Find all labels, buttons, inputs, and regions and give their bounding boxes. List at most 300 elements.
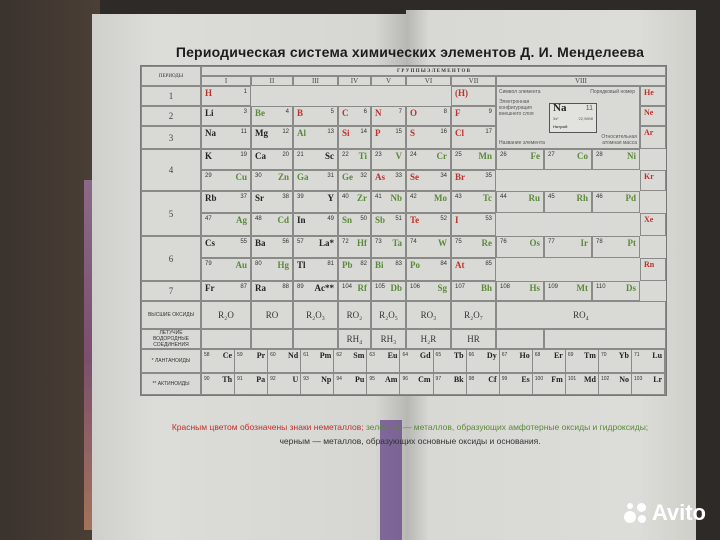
element-cell bbox=[467, 350, 500, 372]
atomic-number: 8 bbox=[443, 109, 447, 115]
element-cell bbox=[293, 126, 338, 149]
element-symbol: Mo bbox=[434, 193, 447, 203]
atomic-number: 24 bbox=[410, 152, 417, 158]
atomic-number: 64 bbox=[402, 352, 409, 358]
atomic-number: 100 bbox=[534, 376, 544, 382]
oxide-formula: R₂O₅ bbox=[371, 301, 406, 329]
period-label: 2 bbox=[141, 106, 201, 126]
element-symbol: Tc bbox=[482, 193, 492, 203]
element-cell bbox=[367, 350, 400, 372]
element-cell bbox=[496, 236, 544, 258]
element-symbol: Rf bbox=[357, 283, 367, 293]
atomic-number: 13 bbox=[327, 129, 334, 135]
atomic-number: 71 bbox=[634, 352, 640, 358]
key-name: Натрий bbox=[553, 124, 568, 129]
element-cell bbox=[371, 281, 406, 301]
element-cell bbox=[566, 350, 599, 372]
period-label: 6 bbox=[141, 236, 201, 281]
atomic-number: 61 bbox=[303, 352, 309, 358]
element-symbol: Cr bbox=[436, 151, 447, 161]
element-symbol: He bbox=[644, 88, 654, 97]
atomic-number: 109 bbox=[548, 284, 559, 290]
empty-cell bbox=[544, 329, 666, 349]
element-cell bbox=[301, 374, 334, 394]
element-cell bbox=[235, 350, 268, 372]
element-cell bbox=[201, 258, 251, 281]
element-cell bbox=[599, 374, 632, 394]
atomic-number: 29 bbox=[205, 173, 212, 179]
atomic-number: 95 bbox=[369, 376, 375, 382]
legend-green: зеленым — металлов, образующих амфотерные оксиды и гидроксиды; bbox=[363, 422, 649, 432]
element-symbol: Ra bbox=[255, 283, 266, 293]
element-symbol: Bk bbox=[453, 375, 464, 384]
atomic-number: 52 bbox=[440, 216, 447, 222]
element-symbol: Rh bbox=[576, 193, 588, 203]
legend-black: черным — металлов, образующих основные оксиды и основания. bbox=[279, 436, 541, 446]
element-cell bbox=[202, 374, 235, 394]
element-cell bbox=[371, 170, 406, 191]
element-symbol: Np bbox=[321, 375, 332, 384]
element-cell bbox=[451, 126, 496, 149]
atomic-number: 33 bbox=[395, 173, 402, 179]
element-symbol: Sb bbox=[375, 215, 386, 225]
atomic-number: 98 bbox=[468, 376, 475, 382]
atomic-number: 110 bbox=[596, 284, 606, 290]
element-symbol: Bh bbox=[480, 283, 492, 293]
element-symbol: Kr bbox=[644, 172, 654, 181]
atomic-number: 62 bbox=[336, 352, 342, 358]
element-cell bbox=[451, 258, 496, 281]
element-cell bbox=[592, 149, 640, 170]
atomic-number: 32 bbox=[360, 173, 367, 179]
atomic-number: 59 bbox=[237, 352, 243, 358]
element-symbol: Dy bbox=[486, 351, 497, 360]
element-symbol: Tm bbox=[583, 351, 596, 360]
atomic-number: 57 bbox=[297, 239, 304, 245]
element-cell bbox=[293, 106, 338, 126]
element-symbol: U bbox=[292, 375, 299, 384]
atomic-number: 21 bbox=[297, 152, 304, 158]
element-cell bbox=[293, 191, 338, 213]
atomic-number: 66 bbox=[468, 352, 475, 358]
empty-cell bbox=[201, 329, 251, 349]
element-cell bbox=[451, 86, 496, 106]
element-symbol: In bbox=[297, 215, 306, 225]
atomic-number: 58 bbox=[204, 352, 210, 358]
element-cell bbox=[338, 213, 371, 236]
element-symbol: Ru bbox=[528, 193, 540, 203]
element-symbol: Pr bbox=[256, 351, 266, 360]
element-cell bbox=[371, 258, 406, 281]
atomic-number: 73 bbox=[375, 239, 382, 245]
element-cell bbox=[251, 106, 293, 126]
atomic-number: 42 bbox=[410, 194, 417, 200]
element-cell bbox=[371, 126, 406, 149]
group-numeral: II bbox=[251, 76, 293, 86]
element-cell bbox=[251, 213, 293, 236]
element-cell bbox=[251, 170, 293, 191]
element-cell bbox=[338, 126, 371, 149]
element-symbol: La* bbox=[318, 238, 334, 248]
element-symbol: Er bbox=[553, 351, 563, 360]
element-key bbox=[496, 86, 640, 149]
atomic-number: 37 bbox=[240, 194, 247, 200]
element-symbol: O bbox=[410, 108, 418, 118]
atomic-number: 74 bbox=[410, 239, 417, 245]
avito-text: Avito bbox=[651, 500, 706, 525]
period-label: 5 bbox=[141, 191, 201, 236]
element-cell bbox=[496, 281, 544, 301]
oxide-formula: R₂O bbox=[201, 301, 251, 329]
atomic-number: 72 bbox=[342, 239, 349, 245]
element-cell bbox=[406, 236, 451, 258]
atomic-number: 106 bbox=[410, 284, 421, 290]
element-symbol: Am bbox=[385, 375, 398, 384]
atomic-number: 90 bbox=[204, 376, 210, 382]
element-cell bbox=[566, 374, 599, 394]
avito-logo-icon bbox=[624, 501, 648, 525]
element-symbol: Rb bbox=[205, 193, 217, 203]
element-cell bbox=[251, 149, 293, 170]
element-cell bbox=[338, 106, 371, 126]
atomic-number: 46 bbox=[596, 194, 603, 200]
atomic-number: 75 bbox=[455, 239, 462, 245]
atomic-number: 69 bbox=[567, 352, 574, 358]
element-cell bbox=[293, 281, 338, 301]
atomic-number: 77 bbox=[548, 239, 555, 245]
element-cell bbox=[434, 350, 467, 372]
element-cell bbox=[201, 191, 251, 213]
periodic-table bbox=[140, 65, 667, 396]
group-numeral: V bbox=[371, 76, 406, 86]
element-symbol: Ce bbox=[222, 351, 233, 360]
atomic-number: 50 bbox=[360, 216, 367, 222]
element-symbol: Po bbox=[410, 260, 420, 270]
element-cell bbox=[451, 236, 496, 258]
atomic-number: 101 bbox=[567, 376, 577, 382]
element-cell bbox=[592, 281, 640, 301]
element-cell bbox=[371, 213, 406, 236]
element-cell bbox=[406, 258, 451, 281]
periods-header: ПЕРИОДЫ bbox=[141, 66, 201, 86]
element-symbol: B bbox=[297, 108, 304, 118]
element-symbol: Re bbox=[481, 238, 492, 248]
atomic-number: 25 bbox=[455, 152, 462, 158]
element-symbol: Fm bbox=[551, 375, 563, 384]
atomic-number: 39 bbox=[297, 194, 304, 200]
element-symbol: Lr bbox=[653, 375, 663, 384]
element-cell bbox=[406, 126, 451, 149]
atomic-number: 92 bbox=[270, 376, 276, 382]
oxides-label: ВЫСШИЕ ОКСИДЫ bbox=[141, 301, 201, 329]
atomic-number: 48 bbox=[255, 216, 262, 222]
element-cell bbox=[640, 258, 666, 281]
lanthanides-label: * ЛАНТАНОИДЫ bbox=[141, 349, 201, 373]
element-cell bbox=[406, 149, 451, 170]
atomic-number: 15 bbox=[395, 129, 402, 135]
element-cell bbox=[268, 350, 301, 372]
element-symbol: Mn bbox=[478, 151, 492, 161]
hydride-formula: RH₄ bbox=[338, 329, 371, 349]
oxide-formula: R₂O₇ bbox=[451, 301, 496, 329]
element-symbol: Pa bbox=[256, 375, 266, 384]
element-symbol: Xe bbox=[644, 215, 654, 224]
atomic-number: 16 bbox=[440, 129, 447, 135]
element-symbol: Ir bbox=[580, 238, 588, 248]
element-cell bbox=[201, 236, 251, 258]
atomic-number: 68 bbox=[534, 352, 541, 358]
element-cell bbox=[371, 236, 406, 258]
element-cell bbox=[367, 374, 400, 394]
element-cell bbox=[451, 191, 496, 213]
legend-red: Красным цветом обозначены знаки неметаллов; bbox=[171, 422, 364, 432]
element-cell bbox=[406, 170, 451, 191]
element-symbol: Md bbox=[583, 375, 596, 384]
atomic-number: 6 bbox=[363, 109, 367, 115]
group-numeral: VIII bbox=[496, 76, 666, 86]
atomic-number: 20 bbox=[282, 152, 289, 158]
atomic-number: 87 bbox=[240, 284, 247, 290]
element-cell bbox=[533, 350, 566, 372]
atomic-number: 1 bbox=[243, 89, 247, 95]
element-symbol: Ca bbox=[255, 151, 266, 161]
element-symbol: Cl bbox=[455, 128, 464, 138]
element-symbol: S bbox=[410, 128, 416, 138]
element-symbol: Pu bbox=[355, 375, 365, 384]
element-symbol: Si bbox=[342, 128, 350, 138]
element-symbol: Na bbox=[205, 128, 216, 138]
element-symbol: V bbox=[395, 151, 402, 161]
oxide-formula: RO₂ bbox=[338, 301, 371, 329]
element-cell bbox=[202, 350, 235, 372]
element-cell bbox=[293, 236, 338, 258]
atomic-number: 67 bbox=[501, 352, 508, 358]
element-cell bbox=[371, 106, 406, 126]
element-symbol: Yb bbox=[618, 351, 630, 360]
atomic-number: 89 bbox=[297, 284, 304, 290]
element-symbol: Tl bbox=[297, 260, 306, 270]
element-symbol: Zr bbox=[357, 193, 367, 203]
empty-cell bbox=[293, 329, 338, 349]
lanthanides-row bbox=[201, 349, 666, 373]
atomic-number: 78 bbox=[596, 239, 603, 245]
atomic-number: 30 bbox=[255, 173, 262, 179]
element-cell bbox=[544, 149, 592, 170]
element-cell bbox=[406, 281, 451, 301]
element-symbol: Ds bbox=[625, 283, 636, 293]
element-symbol: F bbox=[455, 108, 461, 118]
element-cell bbox=[544, 281, 592, 301]
atomic-number: 31 bbox=[327, 173, 334, 179]
element-cell bbox=[451, 170, 496, 191]
avito-watermark bbox=[624, 500, 706, 526]
element-symbol: Ar bbox=[644, 128, 654, 137]
element-symbol: Al bbox=[297, 128, 306, 138]
atomic-number: 81 bbox=[327, 261, 334, 267]
element-symbol: Pd bbox=[625, 193, 636, 203]
atomic-number: 47 bbox=[205, 216, 212, 222]
element-cell bbox=[338, 170, 371, 191]
element-cell bbox=[451, 106, 496, 126]
element-cell bbox=[640, 213, 666, 236]
element-symbol: Ac** bbox=[314, 283, 334, 293]
atomic-number: 5 bbox=[330, 109, 334, 115]
element-symbol: H bbox=[205, 88, 213, 98]
element-cell bbox=[451, 281, 496, 301]
atomic-number: 104 bbox=[342, 284, 353, 290]
element-symbol: Gd bbox=[419, 351, 431, 360]
atomic-number: 26 bbox=[500, 152, 507, 158]
atomic-number: 60 bbox=[270, 352, 276, 358]
atomic-number: 19 bbox=[240, 152, 247, 158]
element-cell bbox=[201, 149, 251, 170]
element-symbol: Zn bbox=[277, 172, 289, 182]
oxide-formula: RO bbox=[251, 301, 293, 329]
element-cell bbox=[268, 374, 301, 394]
element-cell bbox=[599, 350, 632, 372]
element-cell bbox=[640, 106, 666, 126]
element-symbol: Eu bbox=[387, 351, 398, 360]
atomic-number: 79 bbox=[205, 261, 212, 267]
element-cell bbox=[293, 213, 338, 236]
key-symbol: Na bbox=[553, 102, 567, 114]
element-symbol: Pb bbox=[342, 260, 353, 270]
element-symbol: Co bbox=[577, 151, 588, 161]
element-symbol: Ne bbox=[644, 108, 654, 117]
element-symbol: Br bbox=[455, 172, 465, 182]
element-cell bbox=[201, 126, 251, 149]
element-symbol: Nb bbox=[390, 193, 402, 203]
atomic-number: 105 bbox=[375, 284, 386, 290]
atomic-number: 49 bbox=[327, 216, 334, 222]
element-symbol: Ta bbox=[392, 238, 402, 248]
element-symbol: Cs bbox=[205, 238, 216, 248]
element-symbol: Rn bbox=[644, 260, 655, 269]
atomic-number: 84 bbox=[440, 261, 447, 267]
element-cell bbox=[500, 374, 533, 394]
group-numeral: VII bbox=[451, 76, 496, 86]
element-symbol: Pt bbox=[627, 238, 636, 248]
element-symbol: Th bbox=[222, 375, 233, 384]
element-symbol: Ba bbox=[255, 238, 266, 248]
key-mass-label: Относительная атомная масса bbox=[601, 134, 637, 146]
atomic-number: 9 bbox=[488, 109, 492, 115]
atomic-number: 108 bbox=[500, 284, 511, 290]
atomic-number: 43 bbox=[455, 194, 462, 200]
atomic-number: 34 bbox=[440, 173, 447, 179]
element-symbol: K bbox=[205, 151, 213, 161]
oxide-formula: RO₃ bbox=[406, 301, 451, 329]
element-cell bbox=[496, 149, 544, 170]
element-cell bbox=[251, 258, 293, 281]
element-cell bbox=[293, 149, 338, 170]
element-cell bbox=[496, 191, 544, 213]
hydride-formula: HR bbox=[451, 329, 496, 349]
atomic-number: 102 bbox=[600, 376, 610, 382]
atomic-number: 23 bbox=[375, 152, 382, 158]
group-numeral: IV bbox=[338, 76, 371, 86]
atomic-number: 40 bbox=[342, 194, 349, 200]
element-cell bbox=[293, 170, 338, 191]
element-cell bbox=[201, 86, 251, 106]
atomic-number: 80 bbox=[255, 261, 262, 267]
element-symbol: Es bbox=[521, 375, 530, 384]
element-symbol: Sn bbox=[342, 215, 353, 225]
element-symbol: N bbox=[375, 108, 382, 118]
element-symbol: W bbox=[438, 238, 447, 248]
atomic-number: 56 bbox=[282, 239, 289, 245]
atomic-number: 41 bbox=[375, 194, 382, 200]
element-symbol: Sc bbox=[325, 151, 334, 161]
key-symbol-label: Символ элемента bbox=[499, 89, 541, 95]
actinides-row bbox=[201, 373, 666, 395]
hydride-formula: H₂R bbox=[406, 329, 451, 349]
element-cell bbox=[544, 236, 592, 258]
element-symbol: Be bbox=[255, 108, 265, 118]
atomic-number: 27 bbox=[548, 152, 555, 158]
element-symbol: No bbox=[619, 375, 630, 384]
element-cell bbox=[632, 374, 665, 394]
atomic-number: 44 bbox=[500, 194, 507, 200]
element-symbol: Te bbox=[410, 215, 420, 225]
element-symbol: Lu bbox=[652, 351, 663, 360]
element-cell bbox=[235, 374, 268, 394]
element-symbol: I bbox=[455, 215, 459, 225]
hydride-formula: RH₃ bbox=[371, 329, 406, 349]
period-label: 7 bbox=[141, 281, 201, 301]
group-numeral: I bbox=[201, 76, 251, 86]
atomic-number: 51 bbox=[395, 216, 402, 222]
element-cell bbox=[251, 126, 293, 149]
atomic-number: 4 bbox=[285, 109, 289, 115]
element-symbol: Fe bbox=[530, 151, 540, 161]
element-symbol: Li bbox=[205, 108, 214, 118]
element-cell bbox=[371, 191, 406, 213]
element-cell bbox=[338, 191, 371, 213]
element-cell bbox=[640, 86, 666, 106]
element-symbol: Sg bbox=[437, 283, 447, 293]
atomic-number: 11 bbox=[240, 129, 247, 135]
element-symbol: Ge bbox=[342, 172, 353, 182]
element-symbol: At bbox=[455, 260, 465, 270]
element-cell bbox=[201, 106, 251, 126]
atomic-number: 96 bbox=[402, 376, 409, 382]
atomic-number: 103 bbox=[634, 376, 643, 382]
element-symbol: Os bbox=[529, 238, 540, 248]
element-cell bbox=[544, 191, 592, 213]
atomic-number: 107 bbox=[455, 284, 466, 290]
period-label: 3 bbox=[141, 126, 201, 149]
element-cell bbox=[334, 350, 367, 372]
element-cell bbox=[338, 258, 371, 281]
atomic-number: 93 bbox=[303, 376, 309, 382]
period-label: 1 bbox=[141, 86, 201, 106]
oxide-formula: RO₄ bbox=[496, 301, 666, 329]
element-symbol: Hf bbox=[357, 238, 367, 248]
element-symbol: Sr bbox=[255, 193, 264, 203]
atomic-number: 91 bbox=[237, 376, 243, 382]
element-cell bbox=[500, 350, 533, 372]
element-symbol: Db bbox=[390, 283, 402, 293]
element-symbol: P bbox=[375, 128, 381, 138]
element-cell bbox=[592, 236, 640, 258]
element-cell bbox=[640, 170, 666, 191]
empty-cell bbox=[251, 329, 293, 349]
element-symbol: C bbox=[342, 108, 349, 118]
key-name-label: Название элемента bbox=[499, 140, 545, 146]
empty-cell bbox=[496, 329, 544, 349]
element-cell bbox=[451, 149, 496, 170]
